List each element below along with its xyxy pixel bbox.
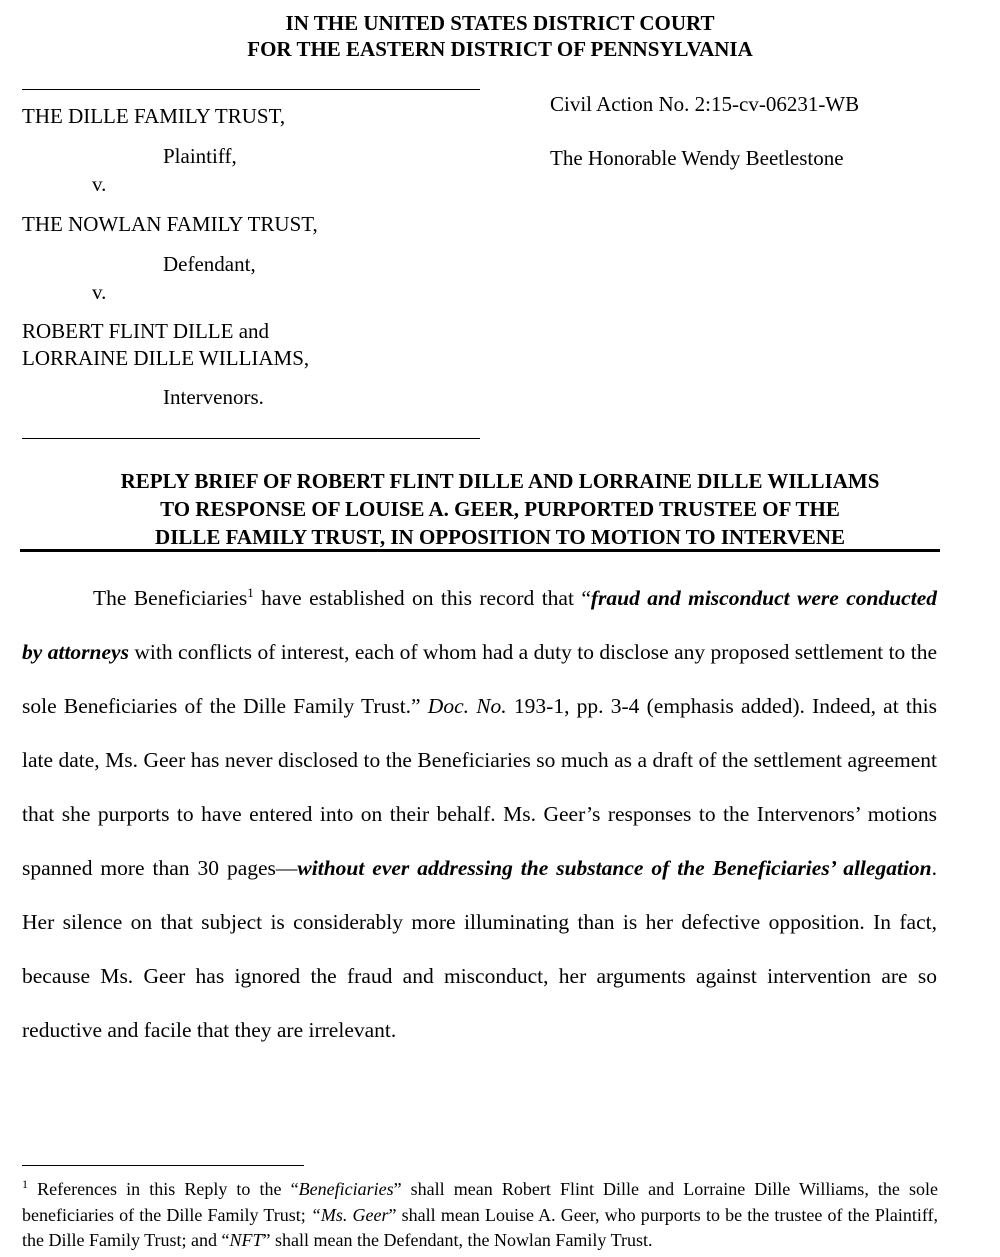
- body-text-3: with conflicts of interest, each of whom had a duty to disclose any proposed settlement to the sole Beneficiaries of the Dille Family Trust.”: [22, 640, 937, 718]
- footnote-separator: [22, 1165, 304, 1166]
- footnote-text-3: ” shall mean Louise A. Geer, who purports to be the trustee of the Plaintiff, the Dille Family Trust; and “: [22, 1204, 938, 1250]
- footnote-text-1: References in this Reply to the “: [28, 1179, 299, 1199]
- title-line-3: DILLE FAMILY TRUST, IN OPPOSITION TO MOTION TO INTERVENE: [155, 525, 845, 549]
- footnote-term-beneficiaries: Beneficiaries: [298, 1179, 394, 1199]
- intervenor-name-line2: LORRAINE DILLE WILLIAMS,: [22, 346, 310, 370]
- court-district-line: FOR THE EASTERN DISTRICT OF PENNSYLVANIA: [247, 37, 753, 61]
- body-text-5: . Her silence on that subject is considerably more illuminating than is her defective opposition. In fact, because Ms. Geer has ignored the fraud and misconduct, her arguments against intervention are so reductive and facile that they are irrelevant.: [22, 856, 937, 1042]
- emphasis-quote: fraud and misconduct were conducted by attorneys: [22, 586, 937, 664]
- body-paragraph: [22, 571, 937, 1057]
- civil-action-number: Civil Action No. 2:15-cv-06231-WB: [550, 92, 860, 116]
- doc-citation: Doc. No.: [427, 694, 507, 718]
- plaintiff-role: Plaintiff,: [163, 144, 237, 168]
- footnote: [22, 1177, 938, 1254]
- title-underline: [20, 549, 940, 552]
- document-title: [0, 467, 1000, 551]
- footnote-term-nft: NFT: [229, 1230, 263, 1250]
- defendant-name: THE NOWLAN FAMILY TRUST,: [22, 212, 318, 236]
- footnote-number: 1: [22, 1177, 28, 1191]
- versus-2: v.: [92, 280, 107, 304]
- footnote-reference[interactable]: 1: [247, 584, 254, 600]
- court-name-line: IN THE UNITED STATES DISTRICT COURT: [285, 11, 715, 35]
- court-heading: [0, 10, 1000, 62]
- footnote-term-geer: “Ms. Geer: [310, 1204, 389, 1225]
- title-line-2: TO RESPONSE OF LOUISE A. GEER, PURPORTED TRUSTEE OF THE: [160, 497, 840, 521]
- judge-name: The Honorable Wendy Beetlestone: [550, 146, 844, 170]
- versus-1: v.: [92, 172, 107, 196]
- intervenor-role: Intervenors.: [163, 385, 264, 409]
- caption-top-rule: [22, 89, 480, 90]
- plaintiff-name: THE DILLE FAMILY TRUST,: [22, 104, 286, 128]
- body-text-1: The Beneficiaries: [93, 586, 248, 610]
- footnote-text-4: ” shall mean the Defendant, the Nowlan Family Trust.: [262, 1230, 653, 1250]
- intervenor-name-line1: ROBERT FLINT DILLE and: [22, 319, 270, 343]
- caption-bottom-rule: [22, 438, 480, 439]
- body-text-4: 193-1, pp. 3-4 (emphasis added). Indeed, at this late date, Ms. Geer has never disclosed to the Beneficiaries so much as a draft of the settlement agreement that she purports to have entered into on their behalf. Ms. Geer’s responses to the Intervenors’ motions spanned more than 30 pages—: [22, 694, 937, 880]
- emphasis-phrase: without ever addressing the substance of the Beneficiaries’ allegation: [297, 856, 932, 880]
- defendant-role: Defendant,: [163, 252, 256, 276]
- body-text-2: have established on this record that “: [253, 586, 591, 610]
- footnote-text-2: ” shall mean Robert Flint Dille and Lorraine Dille Williams, the sole beneficiaries of the Dille Family Trust;: [22, 1179, 938, 1225]
- title-line-1: REPLY BRIEF OF ROBERT FLINT DILLE AND LORRAINE DILLE WILLIAMS: [120, 469, 880, 493]
